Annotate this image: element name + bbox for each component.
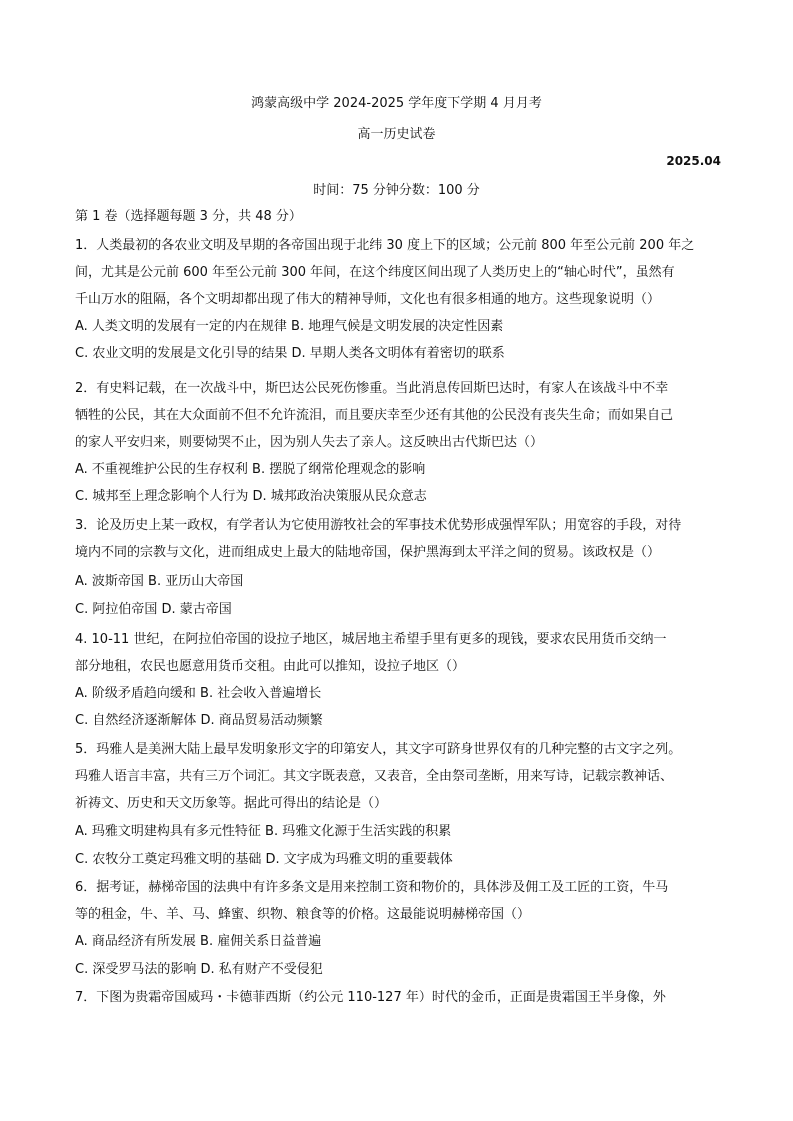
- question-2-options-ab: A. 不重视维护公民的生存权利 B. 摆脱了纲常伦理观念的影响: [75, 462, 426, 477]
- question-5-line-3: 祈祷文、历史和天文历象等。据此可得出的结论是（）: [75, 796, 388, 811]
- question-3-line-1: 3．论及历史上某一政权，有学者认为它使用游牧社会的军事技术优势形成强悍军队；用宽容的手段，对待: [75, 518, 682, 533]
- question-3-line-2: 境内不同的宗教与文化，进而组成史上最大的陆地帝国，保护黑海到太平洋之间的贸易。该政权是（）: [75, 545, 661, 560]
- question-4-line-2: 部分地租，农民也愿意用货币交租。由此可以推知，设拉子地区（）: [75, 659, 466, 674]
- question-5-options-cd: C. 农牧分工奠定玛雅文明的基础 D. 文字成为玛雅文明的重要载体: [75, 852, 453, 867]
- subject-title: 高一历史试卷: [357, 127, 436, 142]
- question-2-line-3: 的家人平安归来，则要恸哭不止，因为别人失去了亲人。这反映出古代斯巴达（）: [75, 435, 544, 450]
- question-2-options-cd: C. 城邦至上理念影响个人行为 D. 城邦政治决策服从民众意志: [75, 489, 427, 504]
- question-5-line-1: 5．玛雅人是美洲大陆上最早发明象形文字的印第安人，其文字可跻身世界仅有的几种完整的古文字之列。: [75, 742, 682, 757]
- question-5-options-ab: A. 玛雅文明建构具有多元性特征 B. 玛雅文化源于生活实践的积累: [75, 824, 452, 839]
- question-6-line-2: 等的租金，牛、羊、马、蜂蜜、织物、粮食等的价格。这最能说明赫梯帝国（）: [75, 907, 531, 922]
- question-1-options-ab: A. 人类文明的发展有一定的内在规律 B. 地理气候是文明发展的决定性因素: [75, 319, 504, 334]
- question-3-options-ab: A. 波斯帝国 B. 亚历山大帝国: [75, 574, 244, 589]
- question-5-line-2: 玛雅人语言丰富，共有三万个词汇。其文字既表意，又表音，全由祭司垄断，用来写诗，记载宗教神话、: [75, 769, 674, 784]
- exam-info: 时间：75 分钟分数：100 分: [313, 183, 480, 198]
- question-4-line-1: 4. 10-11 世纪，在阿拉伯帝国的设拉子地区，城居地主希望手里有更多的现钱，要求农民用货币交纳一: [75, 632, 667, 647]
- question-1-line-2: 间，尤其是公元前 600 年至公元前 300 年间，在这个纬度区间出现了人类历史上的“轴心时代”，虽然有: [75, 265, 675, 280]
- question-6-options-cd: C. 深受罗马法的影响 D. 私有财产不受侵犯: [75, 962, 323, 977]
- question-6-line-1: 6．据考证，赫梯帝国的法典中有许多条文是用来控制工资和物价的，具体涉及佣工及工匠的工资，牛马: [75, 880, 669, 895]
- question-1-line-3: 千山万水的阻隔，各个文明却都出现了伟大的精神导师，文化也有很多相通的地方。这些现象说明（）: [75, 292, 661, 307]
- question-2-line-1: 2．有史料记载，在一次战斗中，斯巴达公民死伤惨重。当此消息传回斯巴达时，有家人在该战斗中不幸: [75, 381, 669, 396]
- question-1-line-1: 1．人类最初的各农业文明及早期的各帝国出现于北纬 30 度上下的区域；公元前 800 年至公元前 200 年之: [75, 238, 695, 253]
- school-title: 鸿蒙高级中学 2024-2025 学年度下学期 4 月月考: [251, 96, 542, 111]
- exam-date: 2025.04: [666, 154, 721, 168]
- question-7-line-1: 7．下图为贵霜帝国威玛・卡德菲西斯（约公元 110-127 年）时代的金币，正面是贵霜国王半身像，外: [75, 990, 666, 1005]
- question-6-options-ab: A. 商品经济有所发展 B. 雇佣关系日益普遍: [75, 934, 322, 949]
- section-title: 第 1 卷（选择题每题 3 分，共 48 分）: [75, 209, 302, 224]
- question-3-options-cd: C. 阿拉伯帝国 D. 蒙古帝国: [75, 602, 232, 617]
- question-1-options-cd: C. 农业文明的发展是文化引导的结果 D. 早期人类各文明体有着密切的联系: [75, 346, 505, 361]
- question-4-options-cd: C. 自然经济逐渐解体 D. 商品贸易活动频繁: [75, 713, 323, 728]
- question-2-line-2: 牺牲的公民，其在大众面前不但不允许流泪，而且要庆幸至少还有其他的公民没有丧失生命；而如果自己: [75, 408, 674, 423]
- question-4-options-ab: A. 阶级矛盾趋向缓和 B. 社会收入普遍增长: [75, 686, 322, 701]
